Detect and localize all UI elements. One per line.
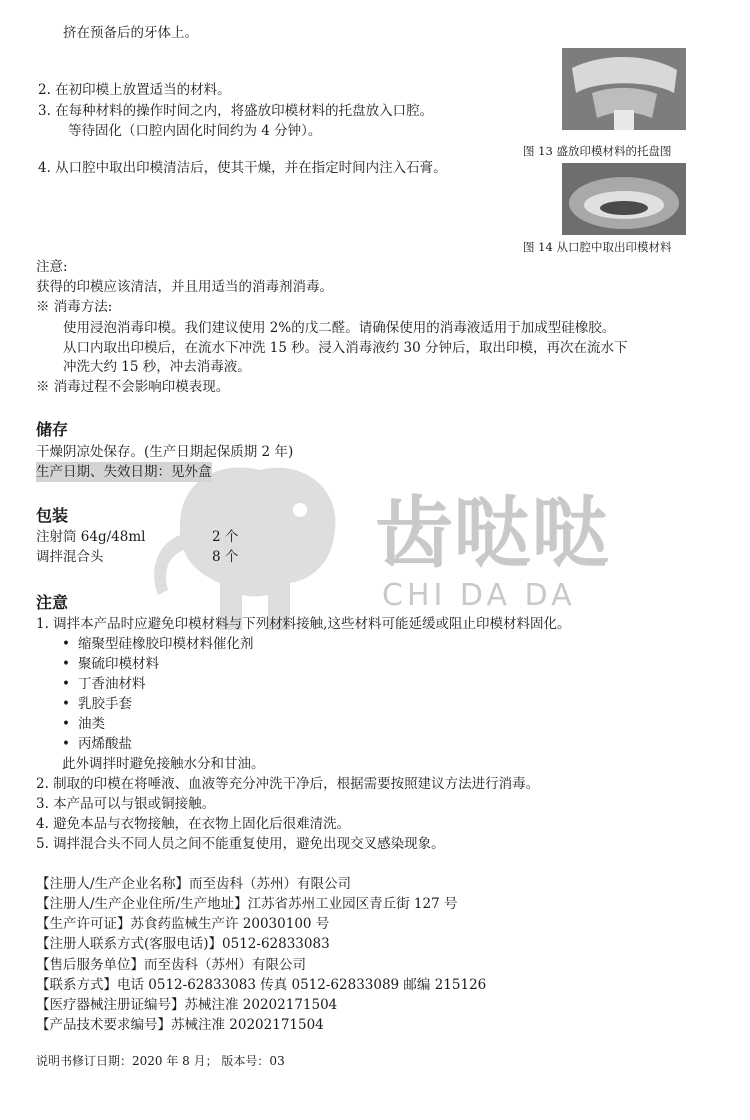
packaging-row-name: 注射筒 64g/48ml <box>36 529 146 545</box>
company-line-8: 【产品技术要求编号】苏械注准 20202171504 <box>36 1017 324 1033</box>
disinfect-line-2: 从口内取出印模后，在流水下冲洗 15 秒。浸入消毒液约 30 分钟后，取出印模，再次在流水下 <box>63 340 628 356</box>
company-line-4: 【注册人联系方式(客服电话)】0512-62833083 <box>36 936 330 952</box>
storage-title: 储存 <box>36 420 69 439</box>
caution-bullet-text: 聚硫印模材料 <box>78 656 159 672</box>
caution-bullet: • <box>62 736 70 752</box>
procedure-step-3-cont: 等待固化（口腔内固化时间约为 4 分钟）。 <box>68 123 322 139</box>
elephant-logo-icon <box>154 467 335 630</box>
revision-footer: 说明书修订日期：2020 年 8 月； 版本号：03 <box>36 1054 285 1068</box>
caution-bullet-text: 丙烯酸盐 <box>78 736 132 752</box>
disinfect-line-3: 冲洗大约 15 秒，冲去消毒液。 <box>63 359 251 375</box>
procedure-step-3: 3. 在每种材料的操作时间之内，将盛放印模材料的托盘放入口腔。 <box>38 103 434 119</box>
caution-bullet: • <box>62 676 70 692</box>
caution-bullet-text: 丁香油材料 <box>78 676 146 692</box>
disinfect-note: ※ 消毒过程不会影响印模表现。 <box>36 379 230 395</box>
disinfect-title: ※ 消毒方法: <box>36 299 113 315</box>
figure-14-mouth-photo <box>562 163 686 235</box>
company-line-3: 【生产许可证】苏食药监械生产许 20030100 号 <box>36 916 330 932</box>
procedure-top-line: 挤在预备后的牙体上。 <box>63 25 198 41</box>
packaging-row-qty: 2 个 <box>212 529 239 545</box>
procedure-step-4: 4. 从口腔中取出印模清洁后，使其干燥，并在指定时间内注入石膏。 <box>38 160 447 176</box>
notice-line-1: 获得的印模应该清洁，并且用适当的消毒剂消毒。 <box>36 279 333 295</box>
caution-item-5: 5. 调拌混合头不同人员之间不能重复使用，避免出现交叉感染现象。 <box>36 836 445 852</box>
company-line-7: 【医疗器械注册证编号】苏械注准 20202171504 <box>36 997 338 1013</box>
caution-title: 注意 <box>36 593 69 612</box>
caution-bullet-text: 油类 <box>78 716 105 732</box>
company-line-6: 【联系方式】电话 0512-62833083 传真 0512-62833089 邮编 215126 <box>36 977 487 993</box>
caution-item-4: 4. 避免本品与衣物接触，在衣物上固化后很难清洗。 <box>36 816 351 832</box>
figure-13-tray-photo <box>562 48 686 130</box>
storage-line-1: 干燥阴凉处保存。(生产日期起保质期 2 年) <box>36 444 294 460</box>
figure-14-caption: 图 14 从口腔中取出印模材料 <box>523 240 672 254</box>
disinfect-line-1: 使用浸泡消毒印模。我们建议使用 2%的戊二醛。请确保使用的消毒液适用于加成型硅橡胶。 <box>63 320 616 336</box>
company-line-2: 【注册人/生产企业住所/生产地址】江苏省苏州工业园区青丘街 127 号 <box>36 896 458 912</box>
watermark-cn: 齿哒哒 <box>375 489 610 579</box>
caution-bullet: • <box>62 696 70 712</box>
notice-label: 注意: <box>36 259 68 275</box>
company-line-1: 【注册人/生产企业名称】而至齿科（苏州）有限公司 <box>36 876 352 892</box>
packaging-title: 包装 <box>36 506 69 525</box>
figure-13-caption: 图 13 盛放印模材料的托盘图 <box>523 144 672 158</box>
caution-bullet: • <box>62 716 70 732</box>
caution-item-1: 1. 调拌本产品时应避免印模材料与下列材料接触,这些材料可能延缓或阻止印模材料固化。 <box>36 616 571 632</box>
packaging-row-name: 调拌混合头 <box>36 549 104 565</box>
procedure-step-2: 2. 在初印模上放置适当的材料。 <box>38 82 231 98</box>
caution-item-1-tail: 此外调拌时避免接触水分和甘油。 <box>62 756 265 772</box>
caution-bullet: • <box>62 656 70 672</box>
company-line-5: 【售后服务单位】而至齿科（苏州）有限公司 <box>36 957 306 973</box>
watermark-en: CHI DA DA <box>382 578 576 613</box>
caution-bullet-text: 乳胶手套 <box>78 696 132 712</box>
caution-bullet-text: 缩聚型硅橡胶印模材料催化剂 <box>78 636 254 652</box>
packaging-row-qty: 8 个 <box>212 549 239 565</box>
caution-bullet: • <box>62 636 70 652</box>
caution-item-2: 2. 制取的印模在将唾液、血液等充分冲洗干净后，根据需要按照建议方法进行消毒。 <box>36 776 540 792</box>
caution-item-3: 3. 本产品可以与银或铜接触。 <box>36 796 216 812</box>
storage-line-2: 生产日期、失效日期：见外盒 <box>36 464 212 480</box>
